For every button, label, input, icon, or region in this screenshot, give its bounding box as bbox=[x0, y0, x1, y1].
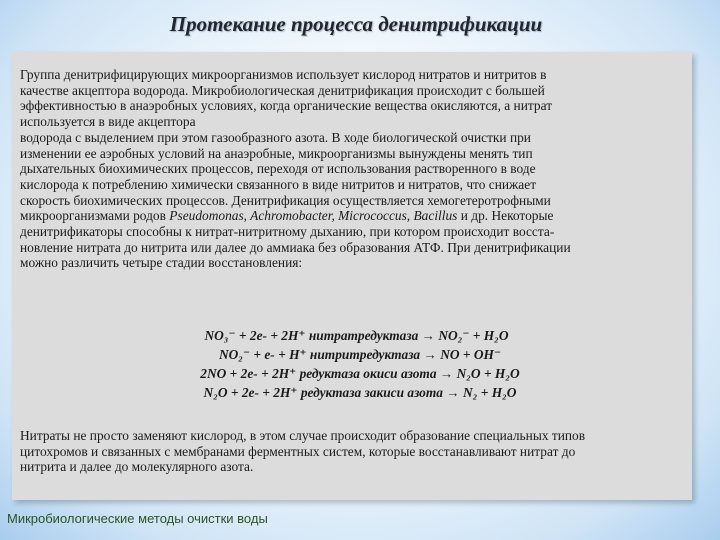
intro-paragraph bbox=[20, 67, 685, 271]
intro-line: можно различить четыре стадии восстановления: bbox=[20, 255, 303, 271]
closing-line: нитрита и далее до молекулярного азота. bbox=[20, 459, 254, 475]
intro-line: качестве акцептора водорода. Микробиологическая денитрификация происходит с большей bbox=[20, 82, 545, 98]
intro-line: изменении ее аэробных условий на анаэробные, микроорганизмы вынуждены менять тип bbox=[20, 145, 533, 161]
intro-line: эффективностью в анаэробных условиях, когда органические вещества окисляются, а нитрат bbox=[20, 98, 553, 114]
intro-line: денитрификаторы способны к нитрат-нитритному дыханию, при котором происходит восста- bbox=[20, 224, 555, 240]
genera-names: Pseudomonas, Achromobacter, Micrococcus, Bacillus bbox=[169, 208, 458, 224]
intro-line: кислорода к потреблению химически связанного в виде нитритов и нитратов, что снижает bbox=[20, 176, 537, 192]
genera-prefix: микроорганизмами родов bbox=[20, 208, 170, 224]
equations-block bbox=[0, 326, 720, 402]
equation-3: 2NO + 2e- + 2H⁺ редуктаза окиси азота → N₂O + H₂O bbox=[200, 366, 520, 381]
title-area bbox=[0, 0, 720, 48]
intro-line: дыхательных биохимических процессов, переходя от использования растворенного в воде bbox=[20, 161, 536, 177]
equation-4: N₂O + 2e- + 2H⁺ редуктаза закиси азота → N₂ + H₂O bbox=[203, 385, 517, 400]
footer-text: Микробиологические методы очистки воды bbox=[7, 511, 268, 526]
closing-paragraph bbox=[20, 428, 685, 475]
equation-2: NO₂⁻ + e- + H⁺ нитритредуктаза → NO + OH⁻ bbox=[218, 347, 502, 362]
intro-line: водорода с выделением при этом газообразного азота. В ходе биологической очистки при bbox=[20, 129, 531, 145]
intro-line-genera bbox=[20, 208, 685, 224]
closing-line: цитохромов и связанных с мембранами ферментных систем, которые восстанавливают нитрат до bbox=[20, 443, 576, 459]
slide-title: Протекание процесса денитрификации bbox=[169, 11, 543, 36]
intro-line: используется в виде акцептора bbox=[20, 114, 196, 130]
equation-1: NO₃⁻ + 2e- + 2H⁺ нитратредуктаза → NO₂⁻ + H₂O bbox=[204, 328, 509, 343]
intro-line: скорость биохимических процессов. Денитрификация осуществляется хемогетеротрофными bbox=[20, 192, 551, 208]
intro-line: Группа денитрифицирующих микроорганизмов использует кислород нитратов и нитритов в bbox=[20, 67, 547, 82]
genera-suffix: и др. Некоторые bbox=[457, 208, 554, 224]
closing-line: Нитраты не просто заменяют кислород, в этом случае происходит образование специальных типов bbox=[20, 428, 586, 443]
intro-line: новление нитрата до нитрита или далее до аммиака без образования АТФ. При денитрификации bbox=[20, 239, 571, 255]
